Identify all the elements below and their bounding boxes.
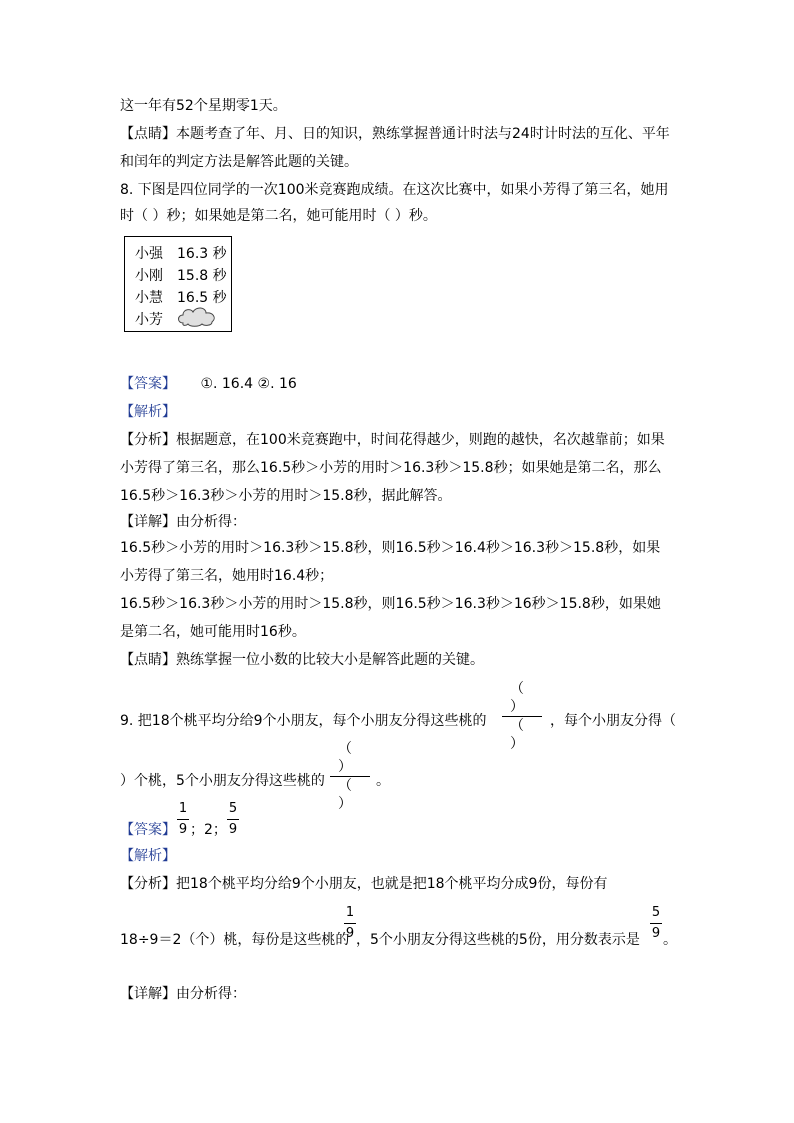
- table-row: [135, 265, 231, 287]
- xiangjie-tag: 【详解】: [120, 514, 176, 530]
- text-line: 。: [663, 932, 677, 948]
- text-line: [120, 874, 607, 894]
- xiangjie-tag: 【详解】: [120, 986, 176, 1002]
- student-name: 小芳: [135, 312, 163, 328]
- question-8-line: 8. 下图是四位同学的一次100米竞赛跑成绩。在这次比赛中，如果小芳得了第三名，她用: [120, 182, 669, 198]
- fraction-denominator: 9: [228, 822, 238, 837]
- fraction: [344, 904, 356, 943]
- blank-numerator: （ ）: [338, 741, 362, 775]
- student-name: 小强: [135, 246, 163, 262]
- answer-line: [120, 374, 297, 394]
- fraction-numerator: 5: [651, 905, 661, 920]
- text-line: 小芳得了第三名，那么16.5秒＞小芳的用时＞16.3秒＞15.8秒；如果她是第二名，那么: [120, 460, 662, 476]
- table-row: [135, 243, 231, 265]
- blank-fraction: [328, 740, 372, 813]
- q9-text: 。: [376, 773, 390, 789]
- fraction-numerator: 1: [345, 905, 355, 920]
- q9-text: ）个桃，5个小朋友分得这些桃的: [120, 773, 325, 789]
- q9-text: ，每个小朋友分得（: [550, 713, 676, 729]
- fraction: [650, 904, 662, 943]
- results-table: [124, 236, 232, 332]
- blank-denominator: （ ）: [510, 718, 534, 752]
- fenxi-tag: 【分析】: [120, 876, 176, 892]
- text-line: [120, 984, 246, 1004]
- fraction: [177, 800, 189, 839]
- blank-fraction: [500, 680, 544, 753]
- blank-denominator: （ ）: [338, 778, 362, 812]
- student-time: 16.3 秒: [177, 246, 227, 262]
- fenxi-text: 根据题意，在100米竞赛跑中，时间花得越少，则跑的越快，名次越靠前；如果: [176, 432, 665, 448]
- q9-text: 9. 把18个桃平均分给9个小朋友，每个小朋友分得这些桃的: [120, 713, 487, 729]
- text-line: 16.5秒＞小芳的用时＞16.3秒＞15.8秒，则16.5秒＞16.4秒＞16.3秒＞15.8秒，如果: [120, 540, 661, 556]
- text-line: 16.5秒＞16.3秒＞小芳的用时＞15.8秒，据此解答。: [120, 488, 452, 504]
- answer-tag: 【答案】: [120, 822, 176, 838]
- question-9-line: [550, 711, 676, 731]
- fraction-bar: [650, 923, 662, 924]
- jiexi-tag: 【解析】: [120, 848, 176, 864]
- text-line: 18÷9＝2（个）桃，每份是这些桃的: [120, 932, 350, 948]
- dianjing-tag: 【点睛】: [120, 126, 176, 142]
- answer-tag: 【答案】: [120, 376, 176, 392]
- text-line: [120, 124, 670, 144]
- xiangjie-text: 由分析得：: [176, 986, 246, 1002]
- text-line: 是第二名，她可能用时16秒。: [120, 624, 306, 640]
- dianjing-tag: 【点睛】: [120, 652, 176, 668]
- student-time: 16.5 秒: [177, 290, 227, 306]
- fraction-numerator: 1: [178, 801, 188, 816]
- student-name: 小刚: [135, 268, 163, 284]
- dianjing-text: 本题考查了年、月、日的知识，熟练掌握普通计时法与24时计时法的互化、平年: [176, 126, 670, 142]
- student-time: 15.8 秒: [177, 268, 227, 284]
- fraction-denominator: 9: [651, 926, 661, 941]
- fenxi-tag: 【分析】: [120, 432, 176, 448]
- fraction-numerator: 5: [228, 801, 238, 816]
- text-line: 小芳得了第三名，她用时16.4秒；: [120, 568, 334, 584]
- dianjing-text: 熟练掌握一位小数的比较大小是解答此题的关键。: [176, 652, 484, 668]
- fraction: [227, 800, 239, 839]
- fenxi-text: 把18个桃平均分给9个小朋友，也就是把18个桃平均分成9份，每份有: [176, 876, 608, 892]
- text-line: [120, 512, 246, 532]
- text-line: ，5个小朋友分得这些桃的5份，用分数表示是: [356, 932, 640, 948]
- answer-text: ①. 16.4 ②. 16: [200, 376, 297, 392]
- fraction-bar: [177, 819, 189, 820]
- fraction-bar: [227, 819, 239, 820]
- blank-numerator: （ ）: [510, 681, 534, 715]
- student-name: 小慧: [135, 290, 163, 306]
- question-8-line: 时（ ）秒；如果她是第二名，她可能用时（ ）秒。: [120, 208, 437, 224]
- text-line: 这一年有52个星期零1天。: [120, 98, 287, 114]
- fraction-denominator: 9: [178, 822, 188, 837]
- cloud-icon: [176, 305, 218, 327]
- answer-line: [120, 820, 176, 840]
- question-9-line: [120, 771, 325, 791]
- text-line: 和闰年的判定方法是解答此题的关键。: [120, 154, 358, 170]
- answer-text: ；2；: [190, 822, 227, 838]
- fraction-denominator: 9: [345, 926, 355, 941]
- question-9-line: [376, 771, 390, 791]
- text-line: 16.5秒＞16.3秒＞小芳的用时＞15.8秒，则16.5秒＞16.3秒＞16秒＞15.8秒，如果她: [120, 596, 661, 612]
- text-line: [120, 650, 484, 670]
- xiangjie-text: 由分析得：: [176, 514, 246, 530]
- question-9-line: [120, 711, 487, 731]
- fraction-bar: [344, 923, 356, 924]
- text-line: [120, 430, 665, 450]
- jiexi-tag: 【解析】: [120, 404, 176, 420]
